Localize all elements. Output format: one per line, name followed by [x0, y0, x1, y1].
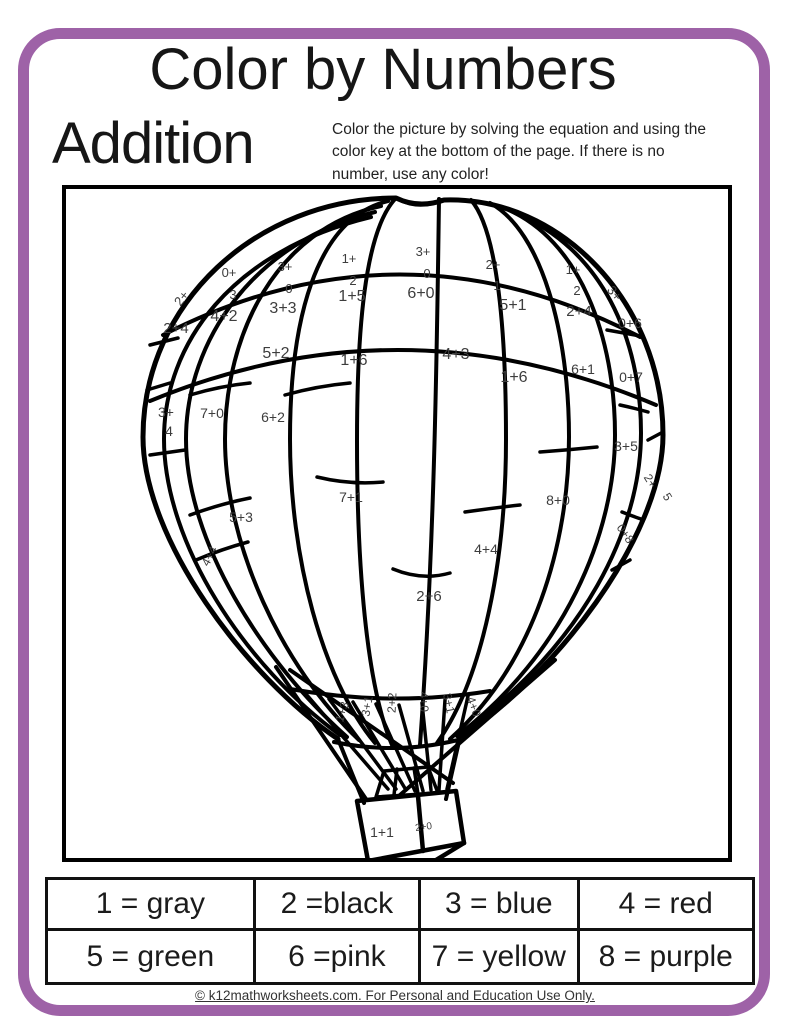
coloring-picture-box [62, 185, 732, 862]
equation-label: 2 [573, 283, 581, 298]
key-cell-4-red: 4 = red [580, 880, 752, 931]
equation-label: 2+0 [414, 820, 433, 835]
equation-label: 1+6 [340, 352, 368, 369]
equation-label: 3+ [604, 282, 626, 304]
equation-label: 2+4 [163, 320, 189, 337]
equation-label: 5+3 [229, 509, 253, 525]
instructions-line: color key at the bottom of the page. If there is no [332, 143, 665, 161]
equation-label: 2+ [485, 257, 501, 272]
instructions-line: number, use any color! [332, 165, 489, 183]
equation-label: 1+5 [338, 288, 366, 305]
instructions-text [332, 119, 742, 186]
equation-label: 6+0 [407, 285, 435, 302]
equation-label: 1+6 [500, 369, 528, 386]
key-cell-3-blue: 3 = blue [421, 880, 579, 931]
equation-label: 0 [285, 281, 293, 296]
equation-label: 3+5 [614, 438, 638, 454]
equation-label: 0 [423, 266, 431, 281]
equation-label: 2+2 [384, 692, 400, 714]
page-subtitle: Addition [52, 111, 254, 176]
equation-label: 2+6 [416, 588, 442, 605]
color-key-table [45, 877, 755, 985]
equation-label: 1+1 [370, 824, 394, 840]
equation-label: 4+4 [474, 541, 498, 557]
hot-air-balloon-drawing [66, 189, 728, 858]
equation-label: 3+1 [358, 695, 376, 718]
equation-label: 1 [493, 278, 501, 293]
equation-label: 4+0 [416, 691, 432, 713]
equation-label: 0+8 [613, 521, 637, 547]
page-title: Color by Numbers [149, 37, 617, 102]
equation-label: 6+2 [261, 409, 285, 425]
instructions-line: Color the picture by solving the equation and using the [332, 121, 706, 138]
copyright-footer [0, 988, 790, 1003]
equation-label: 4+4 [198, 543, 221, 569]
key-cell-5-green: 5 = green [48, 931, 256, 982]
equation-label: 6+1 [571, 361, 595, 377]
equation-label: 2+ [170, 287, 192, 309]
equation-label: 1+ [341, 251, 357, 266]
equation-label: 0+ [221, 265, 237, 280]
copyright-text: © k12mathworksheets.com. For Personal and Education Use Only. [195, 988, 595, 1003]
equation-label: 4+0 [463, 694, 484, 719]
equation-label: 0+7 [619, 369, 643, 385]
equation-label: 2+ [640, 471, 660, 491]
equation-label: 4+3 [442, 346, 470, 363]
key-cell-8-purple: 8 = purple [598, 939, 733, 973]
equation-label: 1+3 [332, 699, 352, 724]
key-cell-7-yellow: 7 = yellow [421, 931, 579, 982]
equation-label: 3+ [415, 244, 431, 259]
equation-label: 4 [165, 423, 173, 439]
equation-label: 2 [349, 273, 357, 288]
equation-label: 3+3 [269, 300, 297, 317]
equation-label: 3+ [158, 404, 174, 420]
equation-label: 5+2 [262, 345, 290, 362]
equation-label: 3+ [277, 259, 293, 274]
key-cell-2-black: 2 =black [256, 880, 421, 931]
equation-label: 7+1 [339, 489, 363, 505]
equation-label: 3 [229, 287, 237, 302]
balloon-gore-lines [164, 198, 641, 745]
equation-label: 5+1 [499, 297, 527, 314]
equation-label: 3+1 [440, 691, 458, 715]
equation-label: 0+6 [618, 315, 642, 331]
key-cell-6-pink: 6 =pink [256, 931, 421, 982]
key-cell-1-gray: 1 = gray [48, 880, 256, 931]
equation-label: 2+4 [566, 303, 592, 320]
equation-label: 5 [659, 490, 676, 504]
equation-label: 8+0 [546, 492, 570, 508]
equation-label: 7+0 [200, 405, 224, 421]
equation-label: 1+ [565, 262, 581, 277]
equation-label: 4+2 [210, 308, 238, 325]
